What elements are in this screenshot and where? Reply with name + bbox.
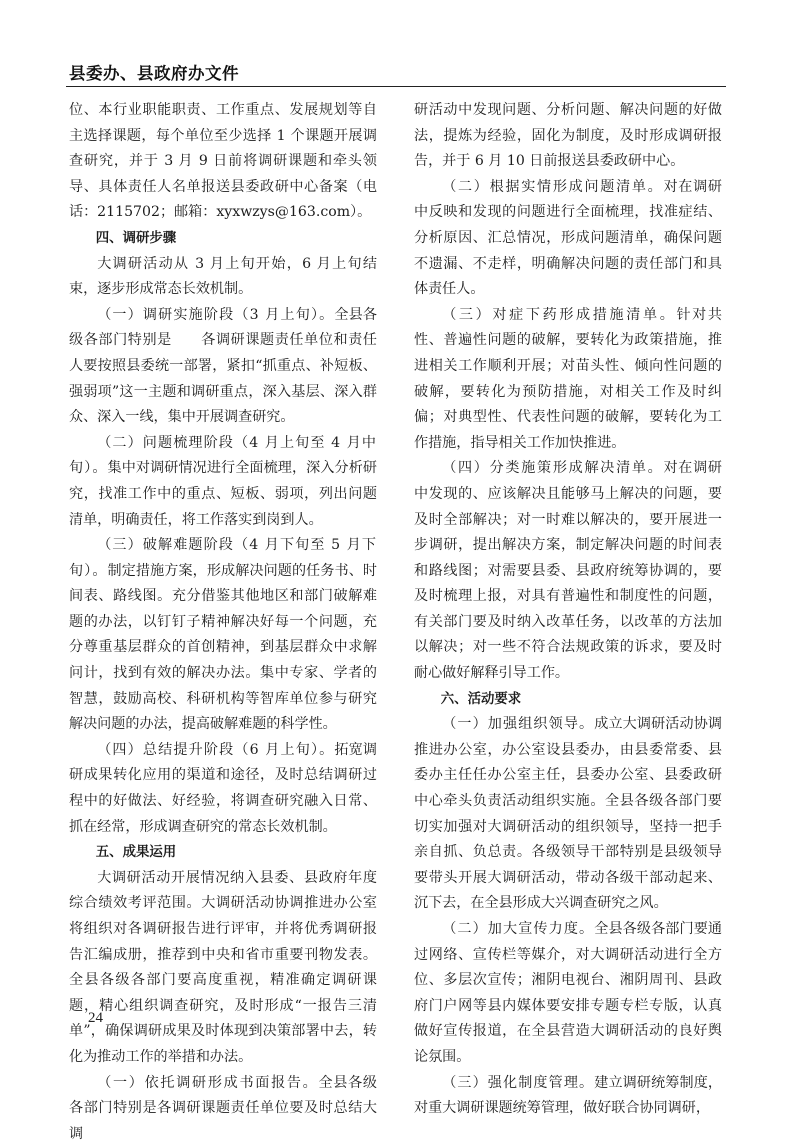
paragraph-text: 建立调研统筹制度，对重大调研课题统筹管理，做好联合协同调研， [414,1074,723,1117]
paragraph [414,917,722,1071]
paragraph-lead: （一）加强组织领导。 [442,716,595,733]
paragraph-text: 拓宽调研成果转化应用的渠道和途径，及时总结调研过程中的好做法、好经验，将调查研究融入日常、抓在经常，形成调查研究的常态长效机制。 [69,741,377,835]
paragraph-text: 对在调研中反映和发现的问题进行全面梳理，找准症结、分析原因、汇总情况，形成问题清单，确保问题不遗漏、不走样，明确解决问题的责任部门和具体责任人。 [414,178,722,298]
paragraph [414,303,722,457]
left-column [69,98,377,1147]
paragraph-lead: （二）根据实情形成问题清单。 [442,178,664,195]
paragraph: 研活动中发现问题、分析问题、解决问题的好做法，提炼为经验，固化为制度，及时形成调研报告，并于 6 月 10 日前报送县委政研中心。 [414,102,722,170]
header-divider [66,86,726,87]
header-title: 县委办、县政府办文件 [69,64,239,83]
paragraph-lead: （三）强化制度管理。 [442,1074,595,1091]
paragraph-text: 成立大调研活动协调推进办公室，办公室设县委办，由县委常委、县委办主任任办公室主任，县委办公室、县委政研中心牵头负责活动组织实施。全县各级各部门要切实加强对大调研活动的组织领导，坚持一把手亲自抓、负总责。各级领导干部特别是县级领导要带头开展大调研活动，带动各级干部动起来、沉下去，在全县形成大兴调查研究之风。 [414,716,723,912]
paragraph [414,456,722,686]
paragraph-text: 全县各级各部门特别是 各调研课题责任单位和责任人要按照县委统一部署，紧扣“抓重点、补短板、强弱项”这一主题和调研重点，深入基层、深入群众、深入一线，集中开展调查研究。 [69,306,377,426]
paragraph: 大调研活动开展情况纳入县委、县政府年度综合绩效考评范围。大调研活动协调推进办公室将组织对各调研报告进行评审，并将优秀调研报告汇编成册，推荐到中央和省市重要刊物发表。全县各级各部门要高度重视，精准确定调研课题，精心组织调查研究，及时形成“一报告三清单”，确保调研成果及时体现到决策部署中去，转化为推动工作的举措和办法。 [69,869,377,1065]
paragraph-lead: （三）破解难题阶段（4 月下旬至 5 月下旬）。 [69,537,377,579]
right-column [414,98,722,1122]
paragraph-lead: （一）调研实施阶段（3 月上旬）。 [97,306,335,323]
section-heading: 六、活动要求 [440,691,522,707]
paragraph-text: 集中对调研情况进行全面梳理，深入分析研究，找准工作中的重点、短板、弱项，列出问题清单，明确责任，将工作落实到岗到人。 [69,460,377,528]
paragraph-lead: （四）总结提升阶段（6 月上旬）。 [97,741,335,758]
paragraph-lead: （四）分类施策形成解决清单。 [442,460,664,477]
paragraph [69,1071,377,1147]
section-heading: 五、成果运用 [95,845,177,861]
paragraph-text: 全县各级各部门特别是各调研课题责任单位要及时总结大调 [69,1074,377,1142]
paragraph-lead: （二）问题梳理阶段（4 月上旬至 4 月中旬）。 [69,434,377,477]
paragraph [69,738,377,840]
paragraph-text: 对在调研中发现的、应该解决且能够马上解决的问题，要及时全部解决；对一时难以解决的，要开展进一步调研，提出解决方案，制定解决问题的时间表和路线图；对需要县委、县政府统筹协调的，要及时梳理上报，对具有普遍性和制度性的问题，有关部门要及时纳入改革任务，以改革的方法加以解决；对一些不符合法规政策的诉求，要及时耐心做好解释引导工作。 [414,460,722,682]
paragraph [69,303,377,431]
section-heading: 四、调研步骤 [95,230,177,246]
paragraph [69,431,377,533]
paragraph-lead: （三）对症下药形成措施清单。 [442,306,677,323]
paragraph [414,1071,722,1122]
paragraph-text: 制定措施方案，形成解决问题的任务书、时间表、路线图。充分借鉴其他地区和部门破解难题的办法，以钉钉子精神解决好每一个问题，充分尊重基层群众的首创精神，到基层群众中求解问计，找到有效的解决办法。集中专家、学者的智慧，鼓励高校、科研机构等智库单位参与研究解决问题的办法，提高破解难题的科学性。 [69,562,377,733]
paragraph-text: 针对共性、普遍性问题的破解，要转化为政策措施，推进相关工作顺利开展；对苗头性、倾向性问题的破解，要转化为预防措施，对相关工作及时纠偏；对典型性、代表性问题的破解，要转化为工作措施，指导相关工作加快推进。 [414,306,723,451]
paragraph: 位、本行业职能职责、工作重点、发展规划等自主选择课题，每个单位至少选择 1 个课题开展调查研究，并于 3 月 9 日前将调研课题和牵头领导、具体责任人名单报送县委政研中心备案（电话：2115702；邮箱：xyxwzys@163.com）。 [69,102,377,221]
page-number: 24 [88,1010,103,1026]
paragraph-lead: （一）依托调研形成书面报告。 [97,1074,319,1091]
paragraph-lead: （二）加大宣传力度。 [442,921,595,937]
paragraph [414,712,722,917]
paragraph [69,533,377,738]
paragraph-text: 全县各级各部门要通过网络、宣传栏等媒介，对大调研活动进行全方位、多层次宣传；湘阴电视台、湘阴周刊、县政府门户网等县内媒体要安排专题专栏专版，认真做好宣传报道，在全县营造大调研活动的良好舆论氛围。 [414,921,723,1065]
paragraph: 大调研活动从 3 月上旬开始，6 月上旬结束，逐步形成常态长效机制。 [69,255,377,298]
paragraph [414,175,722,303]
